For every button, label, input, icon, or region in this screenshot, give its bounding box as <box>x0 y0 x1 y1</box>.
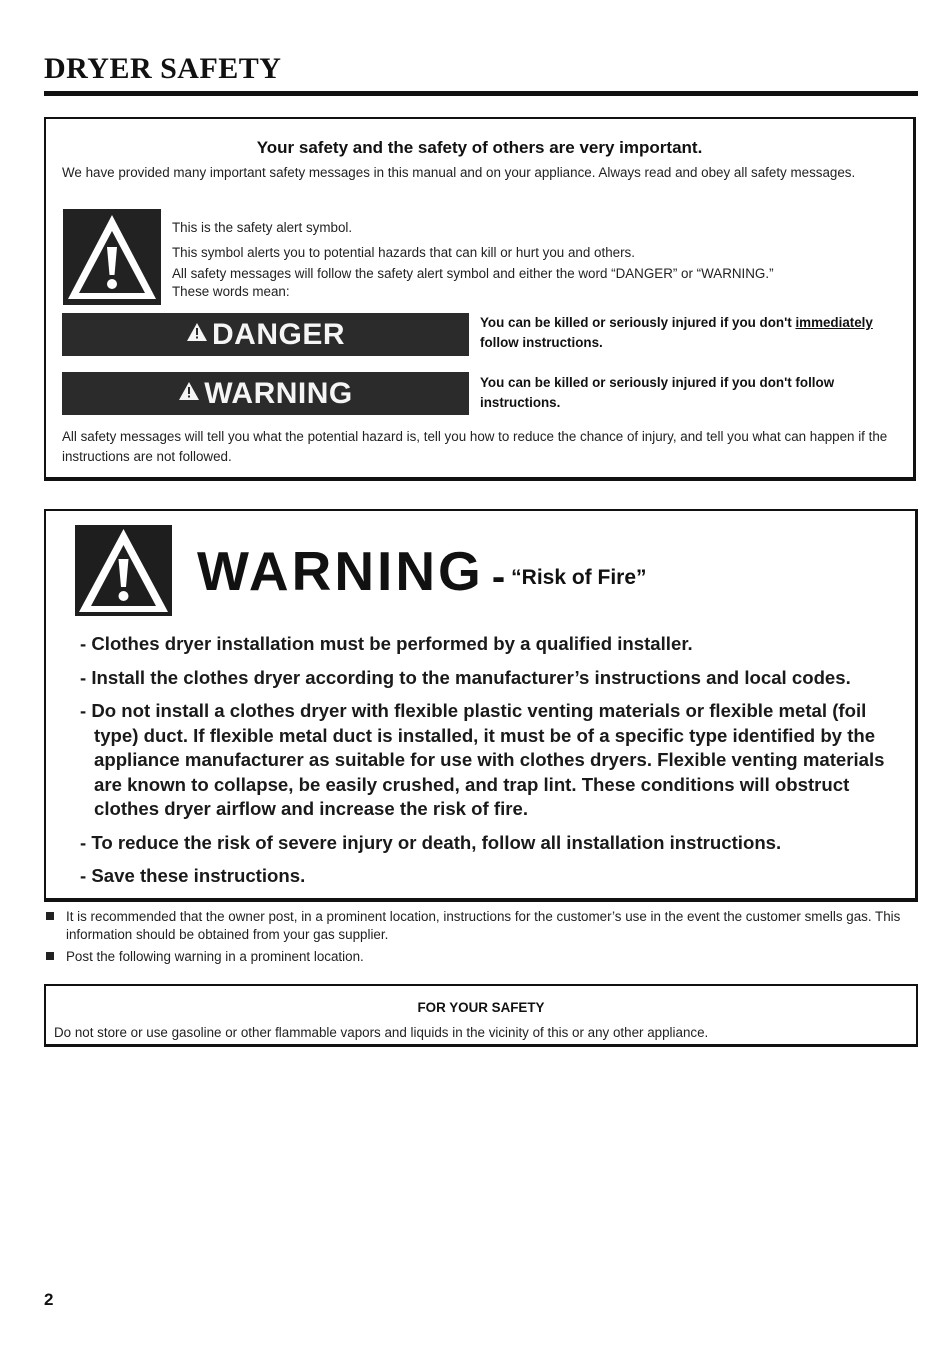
danger-desc-emphasis: immediately <box>795 315 873 330</box>
list-item <box>46 908 906 944</box>
fire-warning-title <box>197 539 647 603</box>
safety-alert-symbol-icon <box>75 525 172 616</box>
alert-line: These words mean: <box>172 284 290 299</box>
alert-symbol-explanation <box>172 215 774 301</box>
alert-triangle-icon <box>186 322 208 347</box>
note-text: Post the following warning in a prominent location. <box>66 949 364 964</box>
intro-heading: Your safety and the safety of others are very important. <box>256 138 703 157</box>
safety-box-text: Do not store or use gasoline or other flammable vapors and liquids in the vicinity of this or any other appliance. <box>54 1025 709 1040</box>
notes-list <box>46 908 906 970</box>
intro-text: We have provided many important safety messages in this manual and on your appliance. Always read and obey all safety messages. <box>62 165 856 180</box>
risk-of-fire-subtitle: “Risk of Fire” <box>511 566 647 589</box>
alert-triangle-icon <box>178 381 200 406</box>
danger-desc-before: You can be killed or seriously injured if you don't <box>480 315 796 330</box>
list-item: - Clothes dryer installation must be performed by a qualified installer. <box>80 633 693 654</box>
warning-description: You can be killed or seriously injured if you don't follow instructions. <box>480 375 835 410</box>
risk-of-fire-warning-box <box>44 509 918 902</box>
safety-box-heading: FOR YOUR SAFETY <box>417 1000 545 1015</box>
for-your-safety-box <box>44 984 918 1047</box>
list-item: - To reduce the risk of severe injury or death, follow all installation instructions. <box>80 831 782 853</box>
page-number: 2 <box>44 1290 54 1309</box>
intro-footer-text: All safety messages will tell you what the potential hazard is, tell you how to reduce the chance of injury, and tell you what can happen if the instructions are not followed. <box>62 429 888 464</box>
safety-intro-box <box>44 117 916 481</box>
square-bullet-icon <box>46 952 54 960</box>
square-bullet-icon <box>46 912 54 920</box>
title-dash: - <box>491 555 506 599</box>
title-rule <box>44 91 918 96</box>
danger-label: DANGER <box>211 317 345 351</box>
warning-signal-bar <box>62 372 469 415</box>
danger-desc-after: follow instructions. <box>480 335 603 350</box>
alert-line: All safety messages will follow the safety alert symbol and either the word “DANGER” or “WARNING.” <box>172 266 774 281</box>
warning-word: WARNING <box>197 540 484 602</box>
note-text: It is recommended that the owner post, in a prominent location, instructions for the customer’s use in the event the customer smells gas. This information should be obtained from your gas supplier. <box>66 909 901 942</box>
warning-label: WARNING <box>204 376 353 410</box>
safety-alert-symbol-icon <box>63 209 161 305</box>
alert-line: This is the safety alert symbol. <box>172 220 353 235</box>
fire-warning-list <box>80 632 900 898</box>
page-title: DRYER SAFETY <box>44 52 282 85</box>
list-item: - Install the clothes dryer according to the manufacturer’s instructions and local codes. <box>80 666 851 688</box>
list-item: - Do not install a clothes dryer with flexible plastic venting materials or flexible metal (foil type) duct. If flexible metal duct is installed, it must be of a specific type identified by the appliance manufacturer as suitable for use with clothes dryers. Flexible venting materials are known to collapse, be easily crushed, and trap lint. These conditions will obstruct clothes dryer airflow and increase the risk of fire. <box>80 700 885 819</box>
alert-line: This symbol alerts you to potential hazards that can kill or hurt you and others. <box>172 245 635 260</box>
list-item <box>46 948 906 966</box>
list-item: - Save these instructions. <box>80 865 306 886</box>
danger-signal-bar <box>62 313 469 356</box>
danger-description <box>480 313 910 353</box>
